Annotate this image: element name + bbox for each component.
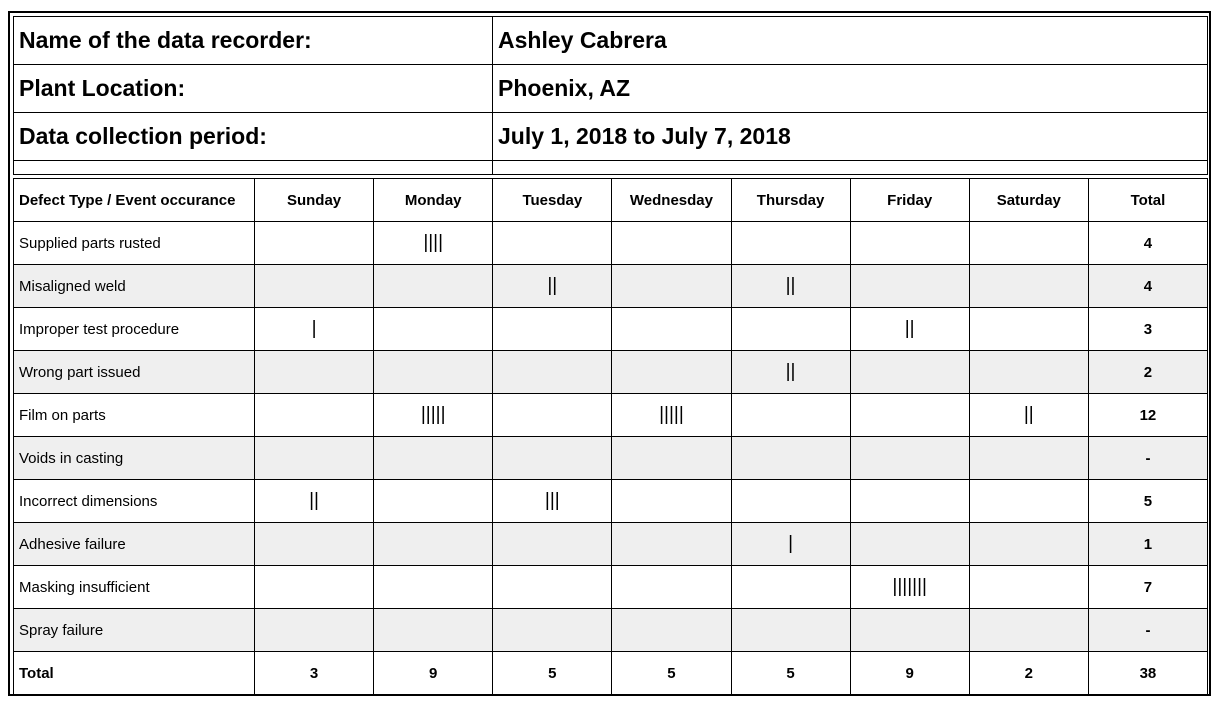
location-row <box>14 65 1208 113</box>
tally-cell-saturday <box>969 351 1088 394</box>
tally-cell-monday <box>374 351 493 394</box>
table-row <box>14 222 1208 265</box>
tally-cell-sunday: | <box>255 308 374 351</box>
tally-cell-sunday: || <box>255 480 374 523</box>
tally-cell-thursday <box>731 609 850 652</box>
tally-cell-tuesday <box>493 222 612 265</box>
recorder-value: Ashley Cabrera <box>493 17 1208 65</box>
tally-cell-thursday: || <box>731 351 850 394</box>
column-header-thursday: Thursday <box>731 179 850 222</box>
spacer-cell <box>14 161 493 175</box>
tally-cell-saturday <box>969 566 1088 609</box>
table-row <box>14 480 1208 523</box>
tally-cell-monday <box>374 265 493 308</box>
row-total-cell: 4 <box>1088 265 1207 308</box>
totals-cell-thursday: 5 <box>731 652 850 695</box>
defect-type-cell: Improper test procedure <box>14 308 255 351</box>
tally-cell-sunday <box>255 265 374 308</box>
tally-cell-thursday <box>731 437 850 480</box>
tally-cell-wednesday <box>612 609 731 652</box>
tally-cell-tuesday <box>493 308 612 351</box>
spacer-cell <box>493 161 1208 175</box>
check-sheet-table <box>13 178 1208 695</box>
table-row <box>14 609 1208 652</box>
row-total-cell: 5 <box>1088 480 1207 523</box>
totals-cell-sunday: 3 <box>255 652 374 695</box>
totals-cell-saturday: 2 <box>969 652 1088 695</box>
tally-cell-saturday <box>969 222 1088 265</box>
check-sheet-body <box>14 222 1208 652</box>
tally-cell-thursday <box>731 308 850 351</box>
defect-type-cell: Masking insufficient <box>14 566 255 609</box>
column-header-monday: Monday <box>374 179 493 222</box>
tally-cell-tuesday <box>493 394 612 437</box>
tally-cell-wednesday <box>612 566 731 609</box>
tally-cell-friday: ||||||| <box>850 566 969 609</box>
tally-cell-monday <box>374 566 493 609</box>
tally-cell-saturday <box>969 265 1088 308</box>
tally-cell-thursday <box>731 566 850 609</box>
table-row <box>14 437 1208 480</box>
tally-cell-monday <box>374 523 493 566</box>
defect-type-cell: Incorrect dimensions <box>14 480 255 523</box>
tally-cell-friday <box>850 437 969 480</box>
defect-type-cell: Supplied parts rusted <box>14 222 255 265</box>
table-row <box>14 523 1208 566</box>
recorder-info-table <box>13 16 1208 175</box>
period-label: Data collection period: <box>14 113 493 161</box>
tally-cell-saturday <box>969 480 1088 523</box>
tally-cell-sunday <box>255 566 374 609</box>
column-header-friday: Friday <box>850 179 969 222</box>
column-header-total: Total <box>1088 179 1207 222</box>
defect-type-cell: Film on parts <box>14 394 255 437</box>
tally-cell-sunday <box>255 351 374 394</box>
table-row <box>14 394 1208 437</box>
tally-cell-wednesday <box>612 480 731 523</box>
column-header-tuesday: Tuesday <box>493 179 612 222</box>
row-total-cell: 1 <box>1088 523 1207 566</box>
row-total-cell: 4 <box>1088 222 1207 265</box>
row-total-cell: - <box>1088 437 1207 480</box>
tally-cell-sunday <box>255 394 374 437</box>
column-header-saturday: Saturday <box>969 179 1088 222</box>
defect-type-cell: Adhesive failure <box>14 523 255 566</box>
tally-cell-saturday: || <box>969 394 1088 437</box>
tally-cell-wednesday <box>612 265 731 308</box>
tally-cell-sunday <box>255 609 374 652</box>
tally-cell-friday <box>850 609 969 652</box>
tally-cell-wednesday <box>612 523 731 566</box>
totals-cell-grand-total: 38 <box>1088 652 1207 695</box>
tally-cell-monday <box>374 609 493 652</box>
tally-cell-friday <box>850 523 969 566</box>
tally-cell-friday <box>850 222 969 265</box>
location-value: Phoenix, AZ <box>493 65 1208 113</box>
tally-cell-wednesday <box>612 222 731 265</box>
tally-cell-friday <box>850 394 969 437</box>
tally-cell-friday <box>850 351 969 394</box>
recorder-label: Name of the data recorder: <box>14 17 493 65</box>
table-row <box>14 308 1208 351</box>
defect-type-cell: Voids in casting <box>14 437 255 480</box>
tally-cell-friday: || <box>850 308 969 351</box>
row-total-cell: 3 <box>1088 308 1207 351</box>
tally-cell-tuesday <box>493 437 612 480</box>
tally-cell-monday: ||||| <box>374 394 493 437</box>
totals-label: Total <box>14 652 255 695</box>
tally-cell-tuesday: || <box>493 265 612 308</box>
tally-cell-wednesday: ||||| <box>612 394 731 437</box>
tally-cell-monday <box>374 437 493 480</box>
tally-cell-wednesday <box>612 351 731 394</box>
tally-cell-saturday <box>969 523 1088 566</box>
defect-type-cell: Spray failure <box>14 609 255 652</box>
period-row <box>14 113 1208 161</box>
tally-cell-thursday: || <box>731 265 850 308</box>
tally-cell-tuesday <box>493 609 612 652</box>
recorder-row <box>14 17 1208 65</box>
totals-cell-tuesday: 5 <box>493 652 612 695</box>
spacer-row <box>14 161 1208 175</box>
tally-cell-sunday <box>255 222 374 265</box>
tally-cell-monday <box>374 308 493 351</box>
tally-cell-monday: |||| <box>374 222 493 265</box>
table-row <box>14 566 1208 609</box>
period-value: July 1, 2018 to July 7, 2018 <box>493 113 1208 161</box>
tally-cell-saturday <box>969 437 1088 480</box>
defect-type-cell: Wrong part issued <box>14 351 255 394</box>
column-header-wednesday: Wednesday <box>612 179 731 222</box>
totals-cell-monday: 9 <box>374 652 493 695</box>
tally-cell-saturday <box>969 308 1088 351</box>
row-total-cell: 7 <box>1088 566 1207 609</box>
tally-cell-tuesday <box>493 351 612 394</box>
defect-type-cell: Misaligned weld <box>14 265 255 308</box>
row-total-cell: - <box>1088 609 1207 652</box>
tally-cell-saturday <box>969 609 1088 652</box>
tally-cell-monday <box>374 480 493 523</box>
column-header-row <box>14 179 1208 222</box>
totals-row <box>14 652 1208 695</box>
table-row <box>14 351 1208 394</box>
tally-cell-tuesday <box>493 566 612 609</box>
tally-cell-friday <box>850 265 969 308</box>
tally-cell-sunday <box>255 523 374 566</box>
tally-cell-tuesday: ||| <box>493 480 612 523</box>
totals-cell-wednesday: 5 <box>612 652 731 695</box>
table-row <box>14 265 1208 308</box>
tally-cell-wednesday <box>612 437 731 480</box>
tally-cell-thursday <box>731 222 850 265</box>
tally-cell-thursday <box>731 394 850 437</box>
row-total-cell: 12 <box>1088 394 1207 437</box>
tally-cell-thursday <box>731 480 850 523</box>
column-header-sunday: Sunday <box>255 179 374 222</box>
tally-cell-tuesday <box>493 523 612 566</box>
tally-cell-sunday <box>255 437 374 480</box>
totals-cell-friday: 9 <box>850 652 969 695</box>
tally-cell-friday <box>850 480 969 523</box>
row-total-cell: 2 <box>1088 351 1207 394</box>
tally-cell-thursday: | <box>731 523 850 566</box>
tally-cell-wednesday <box>612 308 731 351</box>
column-header-defect: Defect Type / Event occurance <box>14 179 255 222</box>
location-label: Plant Location: <box>14 65 493 113</box>
